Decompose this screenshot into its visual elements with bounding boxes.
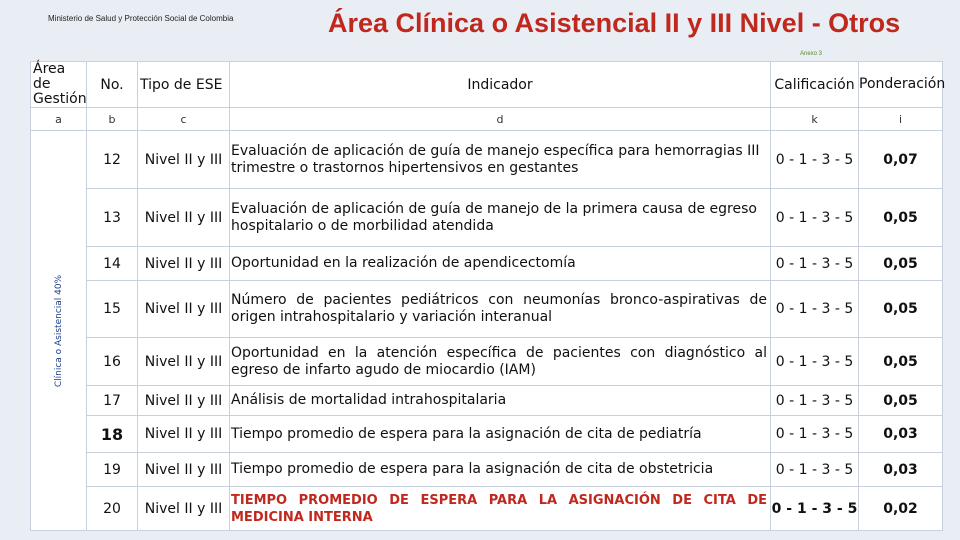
ministry-label: Ministerio de Salud y Protección Social de Colombia [48, 14, 234, 23]
row-number: 17 [87, 386, 138, 416]
col-header-no: No. [87, 62, 138, 108]
row-number: 19 [87, 453, 138, 487]
row-ponderacion: 0,07 [859, 131, 943, 189]
row-calificacion: 0 - 1 - 3 - 5 [771, 386, 859, 416]
row-tipo: Nivel II y III [138, 247, 230, 281]
area-label-cell [31, 131, 87, 531]
row-number: 18 [87, 416, 138, 453]
row-tipo: Nivel II y III [138, 453, 230, 487]
table-row [31, 453, 943, 487]
letter-d: d [230, 108, 771, 131]
row-ponderacion: 0,03 [859, 416, 943, 453]
row-number: 20 [87, 487, 138, 531]
table-row [31, 281, 943, 338]
row-indicador: Evaluación de aplicación de guía de manejo específica para hemorragias III trimestre o trastornos hipertensivos en gestantes [230, 131, 771, 189]
row-tipo: Nivel II y III [138, 131, 230, 189]
row-number: 14 [87, 247, 138, 281]
row-tipo: Nivel II y III [138, 487, 230, 531]
row-ponderacion: 0,05 [859, 247, 943, 281]
row-ponderacion: 0,05 [859, 281, 943, 338]
row-calificacion: 0 - 1 - 3 - 5 [771, 189, 859, 247]
letter-a: a [31, 108, 87, 131]
table-row [31, 338, 943, 386]
table-row [31, 131, 943, 189]
row-number: 12 [87, 131, 138, 189]
table-row [31, 386, 943, 416]
row-tipo: Nivel II y III [138, 281, 230, 338]
row-ponderacion: 0,05 [859, 189, 943, 247]
col-header-indicador: Indicador [230, 62, 771, 108]
row-tipo: Nivel II y III [138, 189, 230, 247]
row-indicador: Oportunidad en la atención específica de pacientes con diagnóstico al egreso de infarto agudo de miocardio (IAM) [230, 338, 771, 386]
row-calificacion: 0 - 1 - 3 - 5 [771, 487, 859, 531]
table-row [31, 487, 943, 531]
annex-label: Anexo 3 [800, 51, 823, 57]
row-tipo: Nivel II y III [138, 338, 230, 386]
row-tipo: Nivel II y III [138, 386, 230, 416]
slide-title: Área Clínica o Asistencial II y III Nivel - Otros [328, 8, 901, 38]
row-indicador: Oportunidad en la realización de apendicectomía [230, 247, 771, 281]
row-tipo: Nivel II y III [138, 416, 230, 453]
header-row [31, 62, 943, 108]
row-calificacion: 0 - 1 - 3 - 5 [771, 131, 859, 189]
letter-k: k [771, 108, 859, 131]
row-calificacion: 0 - 1 - 3 - 5 [771, 453, 859, 487]
letter-b: b [87, 108, 138, 131]
col-header-area: Área de Gestión [31, 62, 87, 108]
col-header-ponderacion: Ponderación [859, 62, 943, 108]
row-ponderacion: 0,05 [859, 386, 943, 416]
table-row [31, 247, 943, 281]
area-label: Clínica o Asistencial 40% [53, 274, 64, 387]
col-header-tipo: Tipo de ESE [138, 62, 230, 108]
row-number: 16 [87, 338, 138, 386]
row-indicador: Tiempo promedio de espera para la asignación de cita de obstetricia [230, 453, 771, 487]
row-number: 15 [87, 281, 138, 338]
row-indicador: TIEMPO PROMEDIO DE ESPERA PARA LA ASIGNACIÓN DE CITA DE MEDICINA INTERNA [230, 487, 771, 531]
row-indicador: Número de pacientes pediátricos con neumonías bronco-aspirativas de origen intrahospitalario y variación interanual [230, 281, 771, 338]
letter-c: c [138, 108, 230, 131]
row-ponderacion: 0,02 [859, 487, 943, 531]
row-indicador: Evaluación de aplicación de guía de manejo de la primera causa de egreso hospitalario o de morbilidad atendida [230, 189, 771, 247]
row-calificacion: 0 - 1 - 3 - 5 [771, 416, 859, 453]
row-ponderacion: 0,05 [859, 338, 943, 386]
indicators-table [30, 61, 946, 531]
letters-row [31, 108, 943, 131]
table-row [31, 416, 943, 453]
col-header-calificacion: Calificación [771, 62, 859, 108]
row-calificacion: 0 - 1 - 3 - 5 [771, 338, 859, 386]
letter-i: i [859, 108, 943, 131]
row-calificacion: 0 - 1 - 3 - 5 [771, 247, 859, 281]
table-row [31, 189, 943, 247]
row-indicador: Análisis de mortalidad intrahospitalaria [230, 386, 771, 416]
row-ponderacion: 0,03 [859, 453, 943, 487]
row-indicador: Tiempo promedio de espera para la asignación de cita de pediatría [230, 416, 771, 453]
row-calificacion: 0 - 1 - 3 - 5 [771, 281, 859, 338]
row-number: 13 [87, 189, 138, 247]
